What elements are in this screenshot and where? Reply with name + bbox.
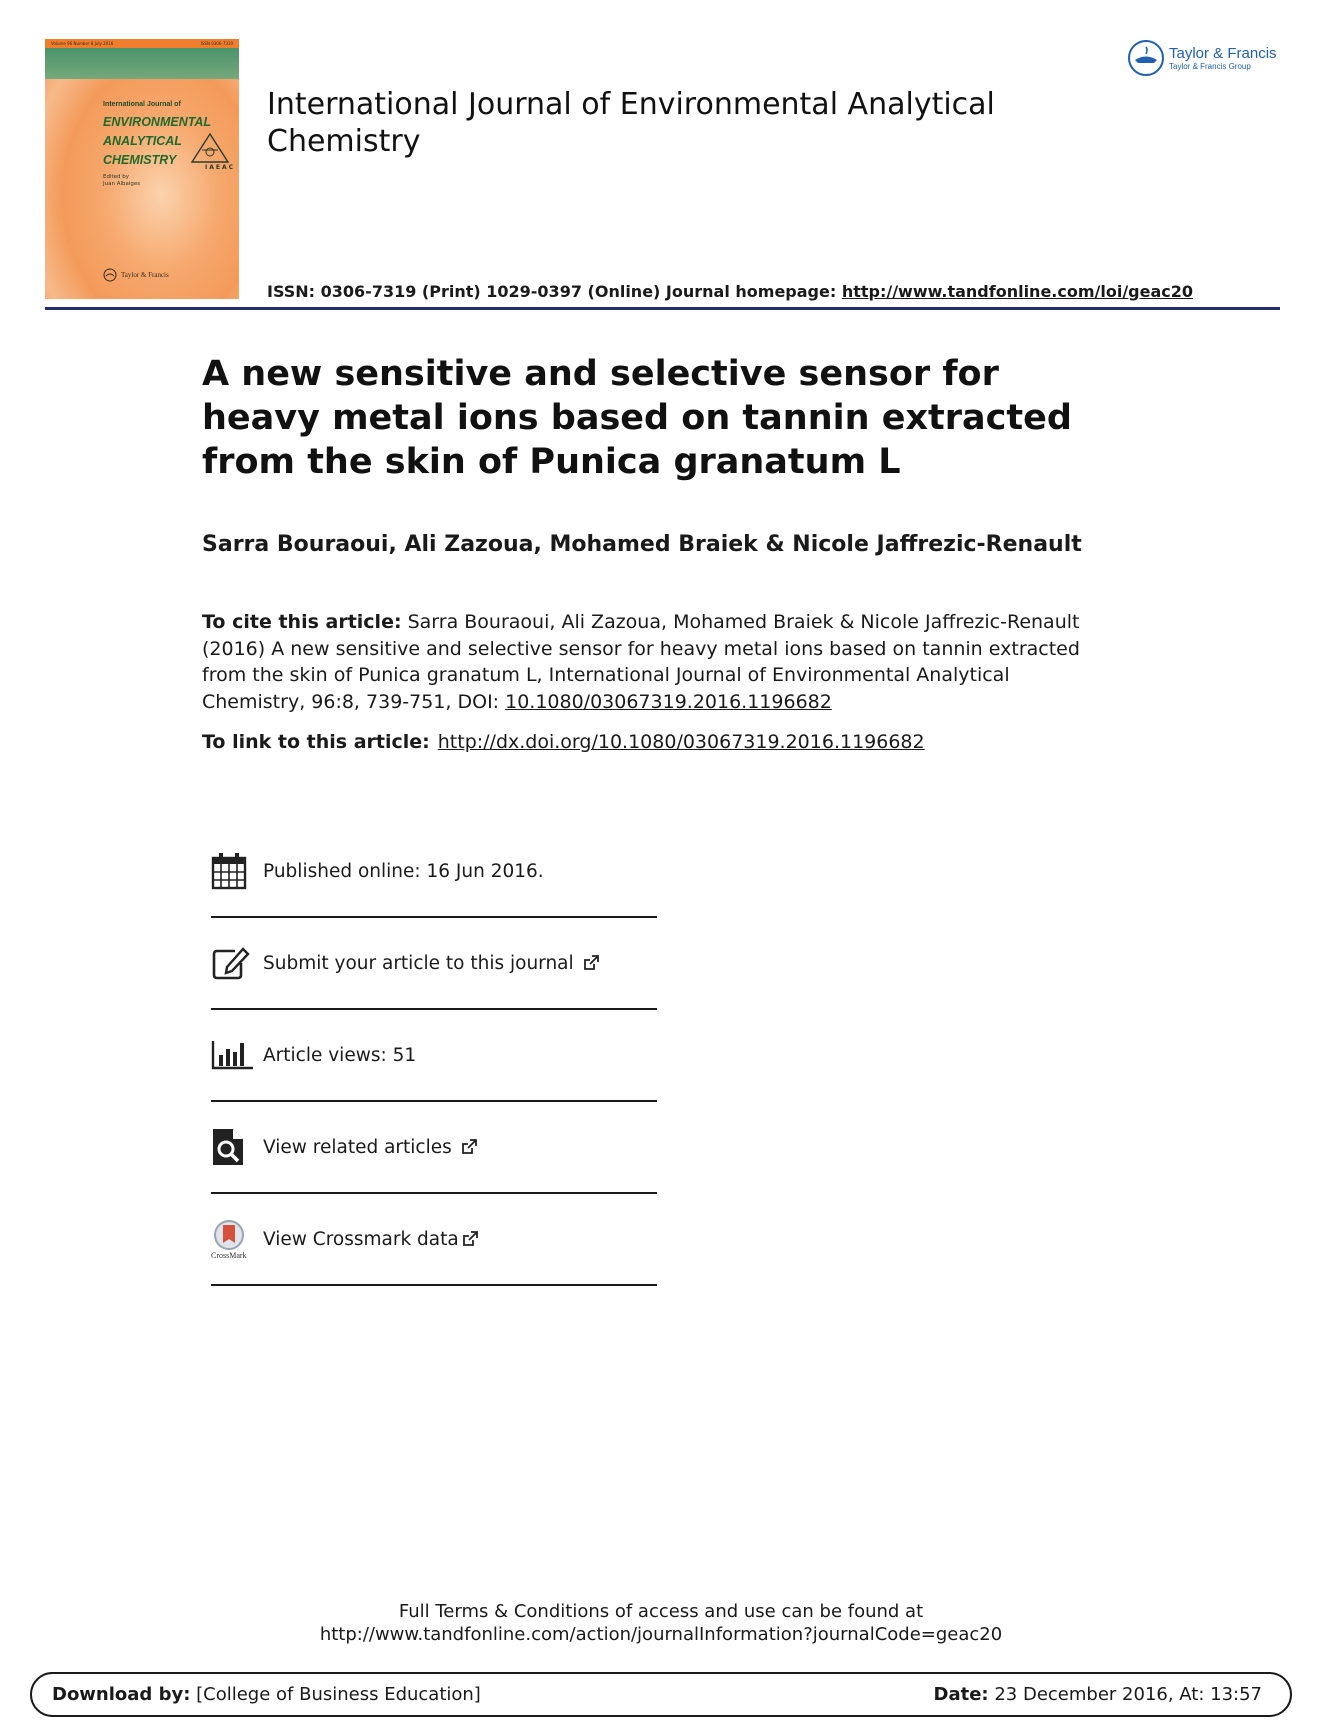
- cover-publisher: [103, 268, 169, 282]
- journal-title: International Journal of Environmental Analytical Chemistry: [267, 87, 995, 159]
- terms-line-1: Full Terms & Conditions of access and use can be found at: [398, 1601, 924, 1622]
- iaeac-pyramid-icon: [190, 132, 230, 164]
- article-authors: Sarra Bouraoui, Ali Zazoua, Mohamed Braiek & Nicole Jaffrezic-Renault: [202, 532, 1082, 557]
- crossmark-logo-text: CrossMark: [211, 1250, 247, 1260]
- related-text: View related articles: [263, 1136, 452, 1158]
- download-by: [52, 1684, 481, 1705]
- info-divider: [211, 1284, 657, 1286]
- article-info-list: [211, 826, 657, 1286]
- cite-label: To cite this article:: [202, 611, 402, 633]
- calendar-icon: [211, 849, 263, 893]
- doi-link[interactable]: 10.1080/03067319.2016.1196682: [505, 690, 832, 713]
- article-title: A new sensitive and selective sensor for heavy metal ions based on tannin extracted from the skin of Punica granatum L: [202, 354, 1072, 482]
- cover-iaeac: IAEAC: [205, 164, 236, 171]
- cover-strip: [45, 39, 239, 48]
- link-label: To link to this article:: [202, 731, 430, 753]
- download-label: Download by:: [52, 1684, 191, 1705]
- tf-group: Taylor & Francis Group: [1169, 61, 1251, 71]
- cover-edited-by: Edited by: [103, 174, 130, 180]
- cover-intl: International Journal of: [103, 101, 181, 108]
- submit-text: Submit your article to this journal: [263, 952, 574, 974]
- cover-title-line: CHEMISTRY: [103, 153, 177, 167]
- header-divider: [45, 307, 1280, 310]
- edit-icon: [211, 941, 263, 985]
- date-value: 23 December 2016, At: 13:57: [988, 1684, 1262, 1705]
- journal-cover-image: [45, 39, 239, 299]
- issn-text: ISSN: 0306-7319 (Print) 1029-0397 (Online) Journal homepage:: [267, 282, 842, 301]
- article-doi-url-link[interactable]: http://dx.doi.org/10.1080/03067319.2016.1196682: [437, 731, 925, 753]
- date-label: Date:: [933, 1684, 989, 1705]
- cover-editor: Juan Albaiges: [103, 181, 141, 187]
- taylor-francis-text: [1169, 46, 1277, 71]
- download-info-bar: [30, 1672, 1292, 1717]
- terms-line-2[interactable]: http://www.tandfonline.com/action/journalInformation?journalCode=geac20: [319, 1624, 1003, 1645]
- crossmark-row[interactable]: [211, 1194, 657, 1284]
- tf-small-logo-icon: [103, 268, 117, 282]
- views-text: Article views: 51: [263, 1044, 417, 1066]
- submit-article-row[interactable]: [211, 918, 657, 1008]
- cover-volume: Volume 96 Number 8 July 2016: [51, 41, 114, 46]
- crossmark-icon: [211, 1217, 263, 1261]
- published-text: Published online: 16 Jun 2016.: [263, 860, 544, 882]
- cover-edited: [103, 174, 140, 188]
- cover-issn: ISSN 0306-7319: [200, 41, 233, 46]
- journal-homepage-link[interactable]: http://www.tandfonline.com/loi/geac20: [841, 282, 1194, 301]
- cite-text: Sarra Bouraoui, Ali Zazoua, Mohamed Braiek & Nicole Jaffrezic-Renault (2016) A new sensitive and selective sensor for heavy metal ions based on tannin extracted from the skin of Punica granatum L, International Journal of Environmental Analytical Chemistry, 96:8, 739-751, DOI:: [202, 611, 1080, 713]
- cover-title-line: ENVIRONMENTAL: [103, 115, 212, 129]
- published-row: [211, 826, 657, 916]
- cite-block: [202, 609, 1102, 715]
- related-articles-row[interactable]: [211, 1102, 657, 1192]
- crossmark-text: View Crossmark data: [263, 1228, 459, 1250]
- download-value: [College of Business Education]: [190, 1684, 481, 1705]
- issn-line: [267, 282, 1193, 301]
- terms-notice: [0, 1600, 1322, 1646]
- external-link-icon: [461, 1230, 479, 1248]
- taylor-francis-logo[interactable]: [1127, 39, 1277, 77]
- tf-name: Taylor & Francis: [1169, 44, 1277, 62]
- external-link-icon: [460, 1138, 478, 1156]
- document-search-icon: [211, 1125, 263, 1169]
- taylor-francis-lamp-icon: [1127, 39, 1165, 77]
- external-link-icon: [582, 954, 600, 972]
- article-views-row: [211, 1010, 657, 1100]
- cover-title-line: ANALYTICAL: [103, 134, 182, 148]
- link-block: [202, 731, 925, 753]
- download-date: [934, 1684, 1262, 1705]
- cover-publisher-name: Taylor & Francis: [121, 271, 169, 279]
- bar-chart-icon: [211, 1033, 263, 1077]
